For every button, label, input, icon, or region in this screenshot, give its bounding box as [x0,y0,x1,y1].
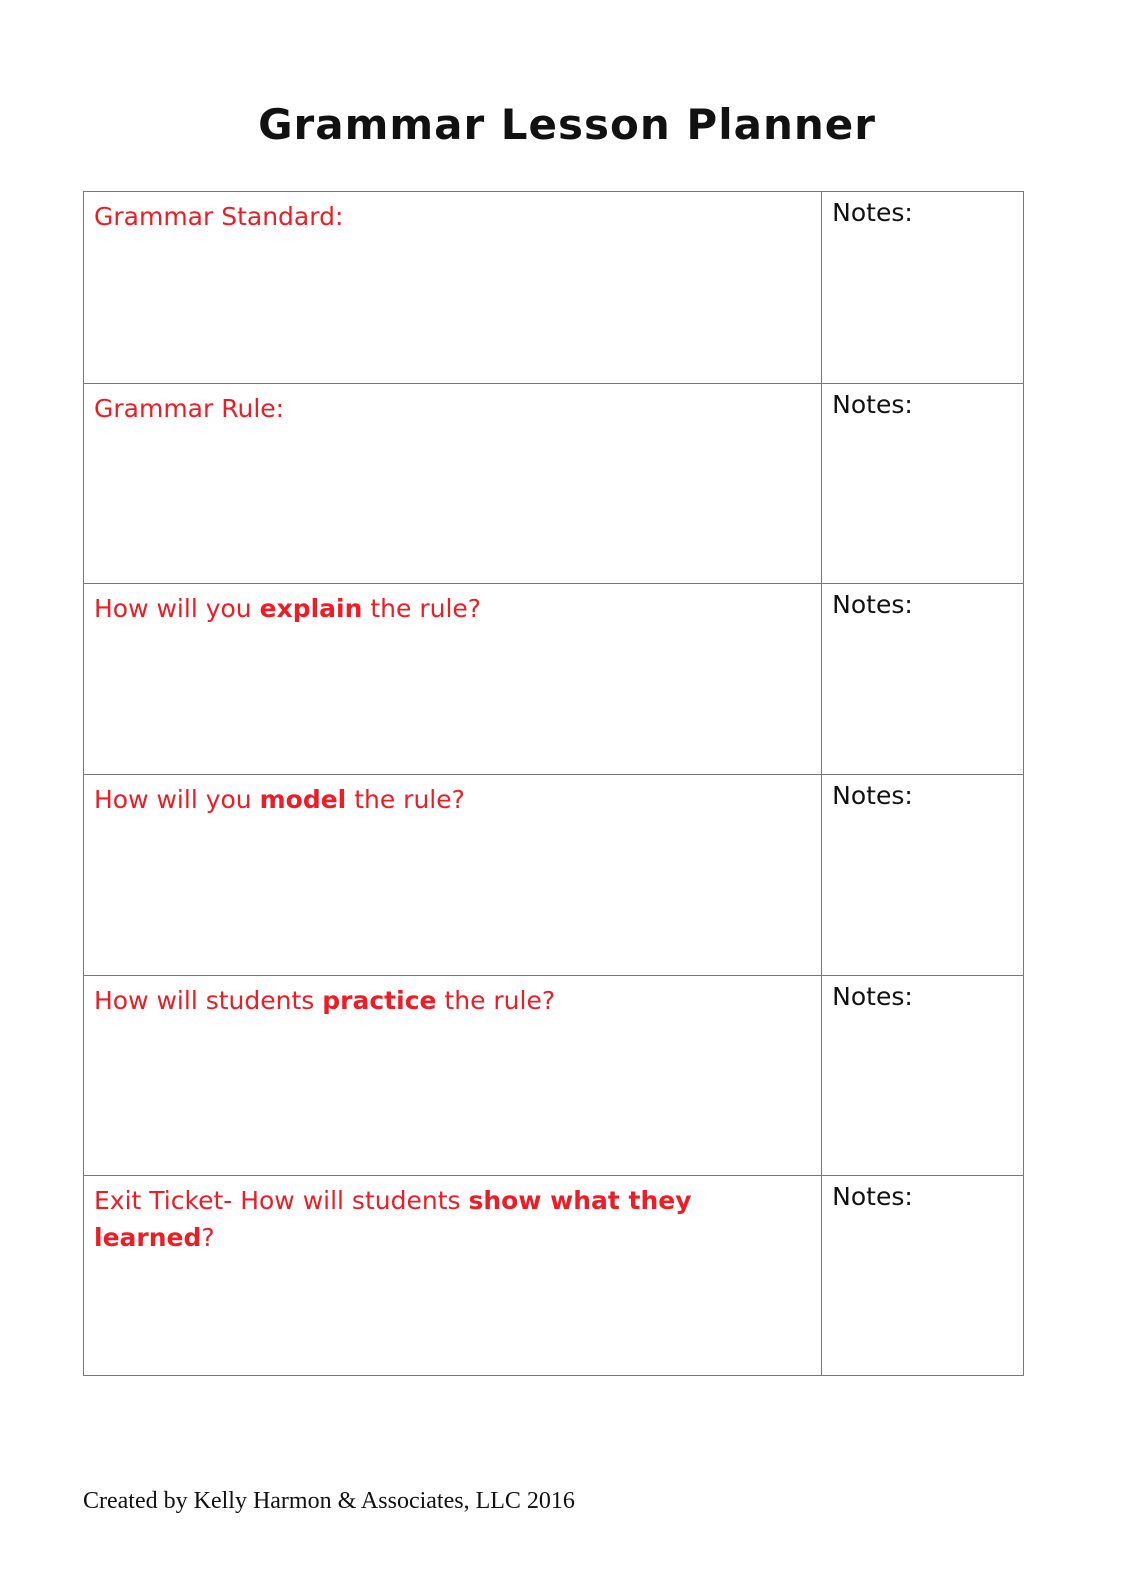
prompt-text: the rule? [346,785,465,814]
prompt-cell[interactable] [84,584,822,775]
notes-cell[interactable] [822,192,1024,384]
notes-label: Notes: [832,390,913,419]
table-row [84,384,1024,584]
notes-cell[interactable] [822,976,1024,1176]
notes-label: Notes: [832,982,913,1011]
notes-label: Notes: [832,198,913,227]
table-row [84,192,1024,384]
prompt-emphasis: practice [322,986,437,1015]
prompt-text: Exit Ticket- How will students [94,1186,469,1215]
prompt-text: Grammar Standard: [94,202,344,231]
prompt-emphasis: show what they learned [94,1186,692,1252]
notes-cell[interactable] [822,1176,1024,1376]
table-row [84,1176,1024,1376]
prompt-cell[interactable] [84,976,822,1176]
prompt-text: the rule? [436,986,556,1015]
notes-label: Notes: [832,1182,913,1211]
prompt-text: How will you [94,594,260,623]
table-row [84,584,1024,775]
prompt-cell[interactable] [84,775,822,976]
prompt-emphasis: model [259,785,347,814]
notes-cell[interactable] [822,384,1024,584]
prompt-text: ? [201,1223,215,1252]
prompt-text: the rule? [362,594,482,623]
page-title: Grammar Lesson Planner [258,100,876,149]
prompt-cell[interactable] [84,192,822,384]
notes-label: Notes: [832,590,913,619]
table-row [84,775,1024,976]
prompt-cell[interactable] [84,1176,822,1376]
notes-cell[interactable] [822,584,1024,775]
notes-cell[interactable] [822,775,1024,976]
prompt-text: How will you [94,785,260,814]
footer-credit: Created by Kelly Harmon & Associates, LLC 2016 [83,1488,575,1514]
notes-label: Notes: [832,781,913,810]
prompt-cell[interactable] [84,384,822,584]
prompt-text: How will students [94,986,323,1015]
prompt-text: Grammar Rule: [94,394,285,423]
table-row [84,976,1024,1176]
planner-table [83,191,1024,1376]
prompt-emphasis: explain [259,594,363,623]
